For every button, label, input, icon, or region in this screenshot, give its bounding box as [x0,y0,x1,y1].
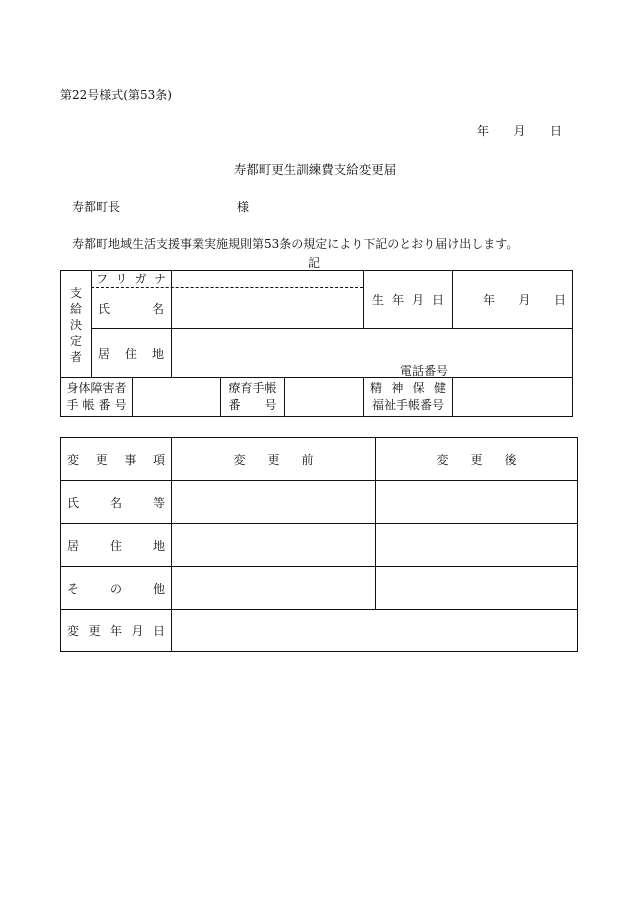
char: 事 [124,452,137,467]
address-before-field[interactable] [172,524,375,566]
address-label [92,329,170,377]
date-year-label: 年 [477,124,490,138]
char: 氏 [98,302,111,316]
document-title: 寿都町更生訓練費支給変更届 [233,162,397,177]
char: 変 [67,624,80,638]
char: 住 [109,538,122,553]
char: ガ [134,272,147,286]
after-header [376,438,577,480]
char: 更 [88,624,101,638]
char: 名 [109,495,122,510]
char: 定 [69,334,82,348]
other-before-field[interactable] [172,567,375,609]
char: 年 [391,293,404,307]
address-after-field[interactable] [376,524,577,566]
char: 更 [470,452,483,467]
row-label-other [61,567,171,609]
other-after-field[interactable] [376,567,577,609]
char: 名 [151,302,164,316]
char: 号 [114,398,127,412]
disability-label-line1: 身体障害者 [66,381,127,395]
char: 前 [301,452,314,467]
char: 者 [69,350,82,364]
char: 月 [411,293,424,307]
recipient-label [61,285,91,365]
char: 号 [264,398,277,412]
row-label-address [61,524,171,566]
char: 手 [66,398,79,412]
before-header [172,438,375,480]
disability-label [61,378,132,416]
char: 日 [553,293,566,307]
char: 変 [233,452,246,467]
char: 月 [131,624,144,638]
char: 神 [391,381,404,395]
char: 変 [67,452,80,467]
char: 保 [412,381,425,395]
birth-label [364,271,452,328]
disability-number-field[interactable] [133,378,220,416]
char: 支 [69,286,82,300]
furigana-field[interactable] [172,271,362,287]
furigana-label [92,270,170,287]
char: 地 [152,538,165,553]
ryouiku-number-field[interactable] [285,378,363,416]
char: 後 [504,452,517,467]
char: そ [67,581,80,596]
date-line [477,122,562,139]
char: 変 [436,452,449,467]
char: 番 [228,398,241,412]
char: 住 [124,346,137,361]
form-number: 第22号様式(第53条) [60,88,172,102]
char: 更 [267,452,280,467]
seishin-label-line2: 福祉手帳番号 [371,398,444,412]
char: 項 [152,452,165,467]
char: リ [115,272,128,286]
char: ナ [153,272,166,286]
char: 健 [433,381,446,395]
date-month-label: 月 [513,124,526,138]
address-field[interactable] [172,329,572,377]
name-label [92,289,170,328]
ryouiku-label-line1: 療育手帳 [228,381,277,395]
char: 氏 [67,495,80,510]
char: 日 [152,624,165,638]
char: 居 [67,538,80,553]
name-after-field[interactable] [376,481,577,523]
seishin-number-field[interactable] [453,378,572,416]
ki-heading: 記 [308,256,321,270]
char: 地 [151,346,164,361]
phone-label: 電話番号 [400,364,449,378]
char: 番 [98,398,111,412]
row-label-name [61,481,171,523]
char: 決 [69,318,82,332]
change-date-label [61,610,171,651]
char: 年 [483,293,496,307]
char: 帳 [82,398,95,412]
name-before-field[interactable] [172,481,375,523]
addressee: 寿都町長 [72,200,121,214]
birth-field[interactable] [453,271,572,328]
change-item-header [61,438,171,480]
char: の [109,581,122,596]
char: 月 [518,293,531,307]
seishin-label [364,378,452,416]
intro-text: 寿都町地域生活支援事業実施規則第53条の規定により下記のとおり届け出します。 [72,237,519,251]
char: フ [96,272,109,286]
char: 日 [431,293,444,307]
ryouiku-label [221,378,284,416]
honorific: 様 [237,200,250,214]
char: 他 [152,581,165,596]
char: 年 [109,624,122,638]
char: 精 [370,381,383,395]
change-date-field[interactable] [172,610,577,651]
char: 居 [98,346,111,361]
date-day-label: 日 [549,124,562,138]
char: 等 [152,495,165,510]
char: 更 [95,452,108,467]
char: 給 [69,302,82,316]
name-field[interactable] [172,289,362,328]
char: 生 [372,293,385,307]
